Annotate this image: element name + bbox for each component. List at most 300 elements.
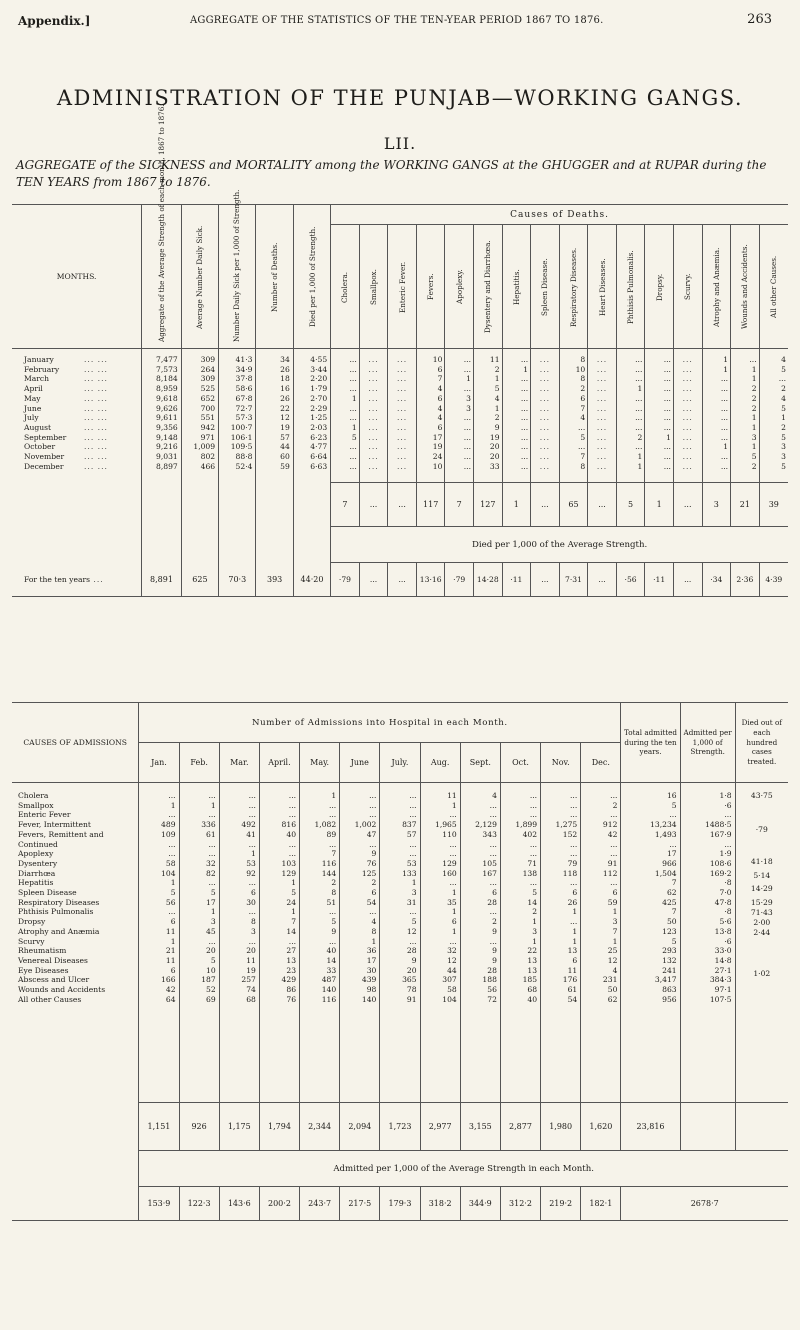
month-label: June [24, 403, 42, 413]
col-feb [179, 783, 219, 1103]
cause-col-dropsy [645, 349, 674, 483]
col-oct-value: ... [529, 791, 538, 800]
empty-value: ... [539, 452, 551, 462]
cause-col-wounds-value: 2 [751, 393, 757, 403]
month-col-header: June [340, 743, 380, 783]
col-feb-value: 69 [206, 994, 216, 1004]
col-nov-value: 1 [572, 907, 578, 917]
cause-label: Scurvy [18, 936, 45, 946]
col-sep-value: 28 [487, 897, 497, 907]
col-oct-value: ... [529, 839, 538, 849]
ten-years-deaths: 393 [256, 563, 293, 597]
cause-col-dysentery-value: 19 [489, 432, 500, 442]
col-jun-value: 4 [371, 917, 377, 927]
ten-years-cause-rate: ·79 [445, 563, 474, 597]
col-jul-value: 20 [406, 965, 417, 975]
cause-label: Eye Diseases [18, 965, 69, 975]
col-died-per-1000-value: 2·70 [310, 393, 328, 403]
col-jun-value: 98 [366, 985, 377, 995]
month-total: 1,980 [541, 1103, 581, 1151]
col-nov-value: ... [570, 878, 578, 888]
cause-col-dropsy-value: ... [663, 452, 671, 462]
cause-col-dysentery-value: 5 [494, 384, 500, 394]
cause-total: 117 [416, 483, 445, 527]
cause-col-phthisis-value: ... [635, 403, 643, 413]
ten-years-cause-rate: ... [588, 563, 617, 597]
col-jan-value: 1 [170, 800, 176, 810]
col-jul-value: 57 [406, 829, 417, 839]
col-mar-value: ... [248, 800, 256, 810]
cause-label: Venereal Diseases [18, 955, 88, 965]
col-jan-value: 109 [161, 829, 176, 839]
col-apr-value: 1 [291, 878, 297, 888]
col-jun-value: 1 [371, 936, 377, 946]
cause-label: Rheumatism [18, 946, 67, 956]
col-strength-value: 9,611 [156, 413, 178, 423]
col-total-value: 50 [666, 917, 677, 927]
col-daily-sick-value: 525 [200, 384, 216, 394]
cause-col-atrophy-value: ... [720, 461, 729, 471]
empty-value: ... [396, 442, 408, 452]
cause-col-other-value: 5 [781, 432, 786, 442]
cause-col-fevers-value: 19 [432, 442, 443, 452]
col-aug-value: ... [449, 839, 457, 849]
cause-col-wounds-value: 3 [751, 432, 757, 442]
col-daily-sick-value: 551 [200, 413, 216, 423]
col-nov-value: 26 [567, 897, 578, 907]
cause-col-phthisis-value: ... [635, 422, 643, 432]
cause-col-respiratory-value: 7 [580, 452, 586, 462]
col-daily-sick-value: 652 [200, 393, 216, 403]
cause-col-dysentery-value: 33 [489, 461, 500, 471]
col-sick-per-1000-value: 57·3 [235, 413, 253, 423]
col-total-value: 863 [662, 985, 677, 995]
col-dec-value: ... [610, 810, 618, 820]
cause-col-dropsy-value: ... [663, 461, 671, 471]
col-aug-value: 129 [442, 858, 457, 868]
empty-value: ... [682, 461, 693, 471]
col-sep-value: ... [489, 907, 497, 917]
month-total: 1,620 [581, 1103, 621, 1151]
col-oct-value: 22 [527, 946, 538, 956]
month-total: 3,155 [460, 1103, 500, 1151]
cause-total: 5 [616, 483, 645, 527]
ten-years-cause-rate: ·79 [331, 563, 360, 597]
month-per-1000: 143·6 [219, 1187, 259, 1221]
col-oct [500, 783, 540, 1103]
cause-col-respiratory-value: 10 [575, 364, 586, 374]
col-jul-value: 365 [402, 975, 417, 985]
cause-col-dropsy-value: ... [663, 403, 671, 413]
col-feb-value: ... [208, 810, 216, 820]
col-total-value: 241 [662, 965, 677, 975]
col-aug-value: 58 [447, 985, 457, 995]
empty-value: ... [596, 393, 608, 403]
col-deaths-value: 57 [280, 432, 290, 442]
month-label: July [24, 413, 39, 423]
cause-col-phthisis-value: ... [635, 364, 643, 374]
cause-col-other-value: 5 [781, 461, 786, 471]
empty-value: ... [596, 364, 608, 374]
cause-label: Atrophy and Anæmia [18, 926, 100, 936]
col-per1000-value: 107·5 [709, 994, 732, 1004]
cause-col-cholera-value: 1 [351, 393, 357, 403]
cause-total: ... [388, 483, 417, 527]
col-sep-value: ... [489, 810, 497, 820]
col-strength-header: Aggregate of the Average Strength of each month, 1867 to 1876. [156, 103, 166, 342]
col-total [621, 783, 680, 1103]
col-oct-value: 402 [522, 829, 538, 839]
ten-years-cause-rate: 4·39 [759, 563, 788, 597]
cause-total: 3 [702, 483, 731, 527]
col-dec-value: ... [610, 839, 618, 849]
col-dec-value: 62 [607, 994, 618, 1004]
cause-col-cholera-value: ... [349, 461, 357, 471]
leader-dots: ... ... [84, 461, 108, 471]
cause-total: 1 [502, 483, 531, 527]
cause-col-apoplexy-value: ... [463, 384, 471, 394]
col-oct-value: 40 [527, 994, 538, 1004]
empty-value: ... [682, 432, 693, 442]
col-aug-value: 1 [451, 888, 457, 898]
col-feb-value: ... [208, 849, 216, 859]
col-total-value: 293 [662, 946, 677, 956]
col-sep-value: 72 [487, 994, 497, 1004]
cause-col-hepatitis-value: 1 [523, 364, 529, 374]
col-oct-value: 5 [532, 888, 538, 898]
cause-list [12, 783, 139, 1103]
cause-col-respiratory-value: 8 [580, 355, 586, 364]
col-may-value: ... [328, 800, 337, 810]
col-dec-value: ... [610, 849, 618, 859]
cause-col-phthisis [616, 349, 645, 483]
cause-label: Enteric Fever [18, 810, 71, 820]
col-feb-value: 45 [206, 926, 216, 936]
col-aug-value: 6 [451, 917, 457, 927]
col-sep-value: ... [489, 878, 497, 888]
col-jan-value: 6 [170, 965, 176, 975]
col-sep-value: 9 [492, 946, 497, 956]
admissions-table [12, 702, 788, 1221]
col-jun-value: 140 [361, 994, 377, 1004]
ten-years-cause-rate: 14·28 [474, 563, 503, 597]
month-per-1000: 200·2 [259, 1187, 299, 1221]
cause-header: Spleen Disease. [540, 257, 550, 316]
col-dec-value: 50 [607, 985, 618, 995]
col-jun-value: ... [369, 907, 377, 917]
cause-col-cholera [331, 349, 360, 483]
col-per1000-value: 1·8 [719, 791, 732, 800]
empty-value: ... [596, 422, 608, 432]
col-aug-value: 307 [442, 975, 457, 985]
leader-dots: ... ... [84, 374, 108, 384]
col-jun-value: 8 [371, 926, 377, 936]
col-aug [420, 783, 460, 1103]
empty-value: ... [368, 422, 379, 432]
col-feb-value: ... [208, 878, 216, 888]
died-value: 2·00 [753, 918, 771, 928]
cause-col-hepatitis-value: ... [520, 393, 529, 403]
cause-col-other-value: 3 [781, 452, 786, 462]
col-daily-sick-value: 309 [200, 374, 216, 384]
empty-value: ... [368, 384, 379, 394]
col-aug-value: ... [449, 878, 457, 888]
cause-col-empty [588, 349, 617, 483]
col-dec-value: ... [610, 791, 618, 800]
month-label: November [24, 452, 65, 462]
cause-col-cholera-value: ... [349, 355, 357, 364]
col-jun-value: 125 [361, 868, 377, 878]
cause-col-respiratory-value: 6 [580, 393, 586, 403]
col-died-per-1000-value: 2·29 [310, 403, 328, 413]
col-sick-per-1000-value: 37·8 [235, 374, 253, 384]
col-mar-value: ... [248, 936, 256, 946]
table-subtitle: AGGREGATE of the SICKNESS and MORTALITY among the WORKING GANGS at the GHUGGER and at RUPAR during the TEN YEARS from 1867 to 1876. [16, 158, 767, 189]
ten-years-cause-rate: ... [359, 563, 388, 597]
cause-col-dropsy-value: ... [663, 422, 671, 432]
cause-header: All other Causes. [769, 255, 779, 318]
col-jan-value: 58 [165, 858, 176, 868]
cause-col-apoplexy-value: ... [463, 452, 471, 462]
leader-dots: ... ... [84, 413, 108, 423]
page-number: 263 [747, 12, 772, 27]
col-feb-value: 82 [206, 868, 216, 878]
col-strength-value: 8,897 [156, 461, 178, 471]
empty-value: ... [596, 384, 608, 394]
cause-total: ... [588, 483, 617, 527]
cause-col-hepatitis [502, 349, 531, 483]
cause-col-fevers-value: 10 [432, 461, 443, 471]
col-daily-sick-value: 466 [200, 461, 216, 471]
col-may-value: 487 [321, 975, 337, 985]
cause-col-dysentery-value: 20 [489, 442, 500, 452]
month-total: 2,094 [340, 1103, 380, 1151]
col-jun-value: ... [369, 800, 377, 810]
empty-value: ... [368, 461, 379, 471]
col-sick-per-1000-value: 100·7 [230, 422, 253, 432]
cause-col-cholera-value: ... [349, 364, 357, 374]
col-strength-value: 9,626 [156, 403, 178, 413]
cause-label: Fever, Intermittent [18, 820, 91, 830]
ten-years-cause-rate: ·56 [616, 563, 645, 597]
cause-col-hepatitis-value: ... [520, 432, 529, 442]
col-dec-value: 59 [607, 897, 618, 907]
cause-total: ... [673, 483, 702, 527]
col-mar-value: ... [248, 839, 256, 849]
col-nov-value: ... [570, 849, 578, 859]
col-oct-value: ... [529, 878, 538, 888]
admissions-per-month-header: Number of Admissions into Hospital in each Month. [139, 703, 621, 743]
ten-years-died-per-1000: 44·20 [293, 563, 330, 597]
col-aug-value: ... [449, 849, 457, 859]
col-jan-value: 1 [170, 878, 176, 888]
col-dec-value: 112 [602, 868, 618, 878]
col-jun-value: 54 [366, 897, 377, 907]
col-nov-value: ... [570, 810, 578, 820]
cause-header: Wounds and Accidents. [740, 244, 750, 329]
empty-value: ... [539, 403, 551, 413]
col-total-value: 5 [671, 800, 677, 810]
empty-value: ... [396, 364, 408, 374]
col-sick-per-1000-value: 88·8 [235, 452, 253, 462]
col-jan-value: 21 [165, 946, 176, 956]
cause-col-respiratory-value: 2 [580, 384, 586, 394]
col-may-value: 116 [321, 994, 337, 1004]
col-deaths [256, 349, 293, 483]
col-oct-value: 1 [532, 917, 538, 927]
month-col-header: Oct. [500, 743, 540, 783]
col-nov-value: 1 [572, 926, 578, 936]
col-total-value: ... [669, 810, 677, 820]
col-mar-value: 92 [246, 868, 256, 878]
cause-col-phthisis-value: 1 [637, 461, 643, 471]
col-jul-value: 12 [406, 926, 417, 936]
cause-header: Heart Diseases. [597, 257, 607, 316]
cause-col-atrophy-value: 1 [723, 364, 729, 374]
empty-value: ... [539, 461, 551, 471]
ten-years-strength: 8,891 [142, 563, 182, 597]
col-sep-value: 2 [492, 917, 497, 927]
leader-dots: ... [90, 574, 104, 584]
col-aug-value: 1,965 [434, 820, 457, 830]
month-per-1000: 182·1 [581, 1187, 621, 1221]
months-header: MONTHS. [12, 205, 142, 349]
col-sep-value: 56 [487, 985, 497, 995]
month-list [12, 349, 142, 483]
empty-value: ... [396, 374, 408, 384]
col-mar-value: 6 [251, 888, 256, 898]
cause-col-dysentery-value: 2 [494, 413, 500, 423]
month-col-header: July. [380, 743, 420, 783]
cause-col-wounds-value: 1 [751, 364, 757, 374]
col-aug-value: 104 [442, 994, 457, 1004]
cause-col-cholera-value: 1 [351, 422, 357, 432]
col-oct-value: ... [529, 800, 538, 810]
col-mar-value: 30 [246, 897, 256, 907]
col-oct-value: 13 [527, 965, 538, 975]
page-title: ADMINISTRATION OF THE PUNJAB—WORKING GANGS. [56, 86, 744, 110]
cause-col-other-value: 4 [781, 355, 786, 364]
col-strength-value: 7,573 [156, 364, 178, 374]
col-per1000-value: 13·8 [714, 926, 732, 936]
col-dec-value: 91 [607, 858, 618, 868]
cause-col-respiratory-value: 7 [580, 403, 586, 413]
col-nov-value: 54 [567, 994, 578, 1004]
cause-total: 65 [559, 483, 588, 527]
col-sick-per-1000-header: Number Daily Sick per 1,000 of Strength. [232, 189, 242, 342]
month-label: April [24, 384, 43, 394]
cause-col-hepatitis-value: ... [520, 422, 529, 432]
cause-col-phthisis-value: 1 [637, 384, 643, 394]
cause-header: Dysentery and Diarrhœa. [483, 240, 493, 333]
cause-total: 7 [445, 483, 474, 527]
month-total: 2,344 [300, 1103, 340, 1151]
cause-col-hepatitis-value: ... [520, 442, 529, 452]
empty-value: ... [368, 442, 379, 452]
cause-col-hepatitis-value: ... [520, 403, 529, 413]
col-deaths-value: 16 [280, 384, 290, 394]
cause-total: ... [359, 483, 388, 527]
col-apr-value: ... [288, 810, 297, 820]
empty-value: ... [368, 374, 379, 384]
col-sick-per-1000-value: 52·4 [235, 461, 253, 471]
col-jun-value: 2 [371, 878, 377, 888]
col-mar-value: 41 [246, 829, 256, 839]
col-died-per-1000-value: 6·23 [310, 432, 328, 442]
col-total-value: 16 [666, 791, 677, 800]
cause-col-atrophy-value: ... [720, 374, 729, 384]
cause-col-apoplexy-value: ... [463, 442, 471, 452]
col-nov-value: 6 [572, 888, 578, 898]
col-oct-value: ... [529, 810, 538, 820]
col-dec-value: 6 [612, 888, 618, 898]
col-per1000 [680, 783, 735, 1103]
ten-years-daily-sick: 625 [181, 563, 218, 597]
col-jan-value: ... [168, 849, 176, 859]
cause-col-hepatitis-value: ... [520, 461, 529, 471]
col-total-value: 62 [666, 888, 677, 898]
col-feb-value: 1 [210, 800, 216, 810]
col-nov [541, 783, 581, 1103]
col-apr-value: 429 [281, 975, 297, 985]
col-feb-value: 20 [206, 946, 216, 956]
empty-value: ... [368, 452, 379, 462]
ten-years-cause-rate: ·34 [702, 563, 731, 597]
col-dec [581, 783, 621, 1103]
col-may [300, 783, 340, 1103]
month-col-header: Aug. [420, 743, 460, 783]
leader-dots: ... ... [84, 403, 108, 413]
cause-header: Apoplexy. [454, 269, 464, 304]
col-per1000-value: 33·0 [714, 946, 732, 956]
month-total: 1,723 [380, 1103, 420, 1151]
cause-col-empty [673, 349, 702, 483]
col-oct-value: 13 [527, 955, 538, 965]
month-label: February [24, 364, 60, 374]
col-may-value: ... [328, 936, 337, 946]
col-per1000-value: ·6 [724, 936, 732, 946]
cause-col-dysentery-value: 20 [489, 452, 500, 462]
cause-label: Continued [18, 839, 58, 849]
month-label: October [24, 442, 56, 452]
col-strength-value: 9,031 [156, 452, 178, 462]
col-per1000-value: 97·1 [714, 985, 732, 995]
col-jun-value: 36 [366, 946, 377, 956]
cause-label: All other Causes [18, 994, 82, 1004]
col-apr-value: 40 [286, 829, 297, 839]
col-nov-value: ... [570, 839, 578, 849]
cause-col-respiratory-value: 4 [580, 413, 586, 423]
col-jul-value: 91 [406, 994, 417, 1004]
ten-years-cause-rate: 2·36 [731, 563, 760, 597]
col-jan-value: ... [168, 839, 176, 849]
col-may-value: 140 [321, 985, 337, 995]
cause-col-dysentery [474, 349, 503, 483]
col-aug-value: 32 [447, 946, 457, 956]
col-jan-value: 1 [170, 936, 176, 946]
cause-header: Atrophy and Anæmia. [711, 246, 721, 327]
col-feb-value: 336 [201, 820, 216, 830]
col-nov-value: 152 [562, 829, 578, 839]
ten-years-cause-rate: ... [388, 563, 417, 597]
col-sep-value: 2,129 [475, 820, 497, 830]
col-aug-value: 44 [447, 965, 457, 975]
col-nov-value: 13 [567, 946, 578, 956]
col-jul-value: 133 [402, 868, 417, 878]
col-dec-value: 4 [612, 965, 618, 975]
col-per1000-value: ·6 [724, 800, 732, 810]
cause-col-wounds-value: ... [749, 355, 757, 364]
